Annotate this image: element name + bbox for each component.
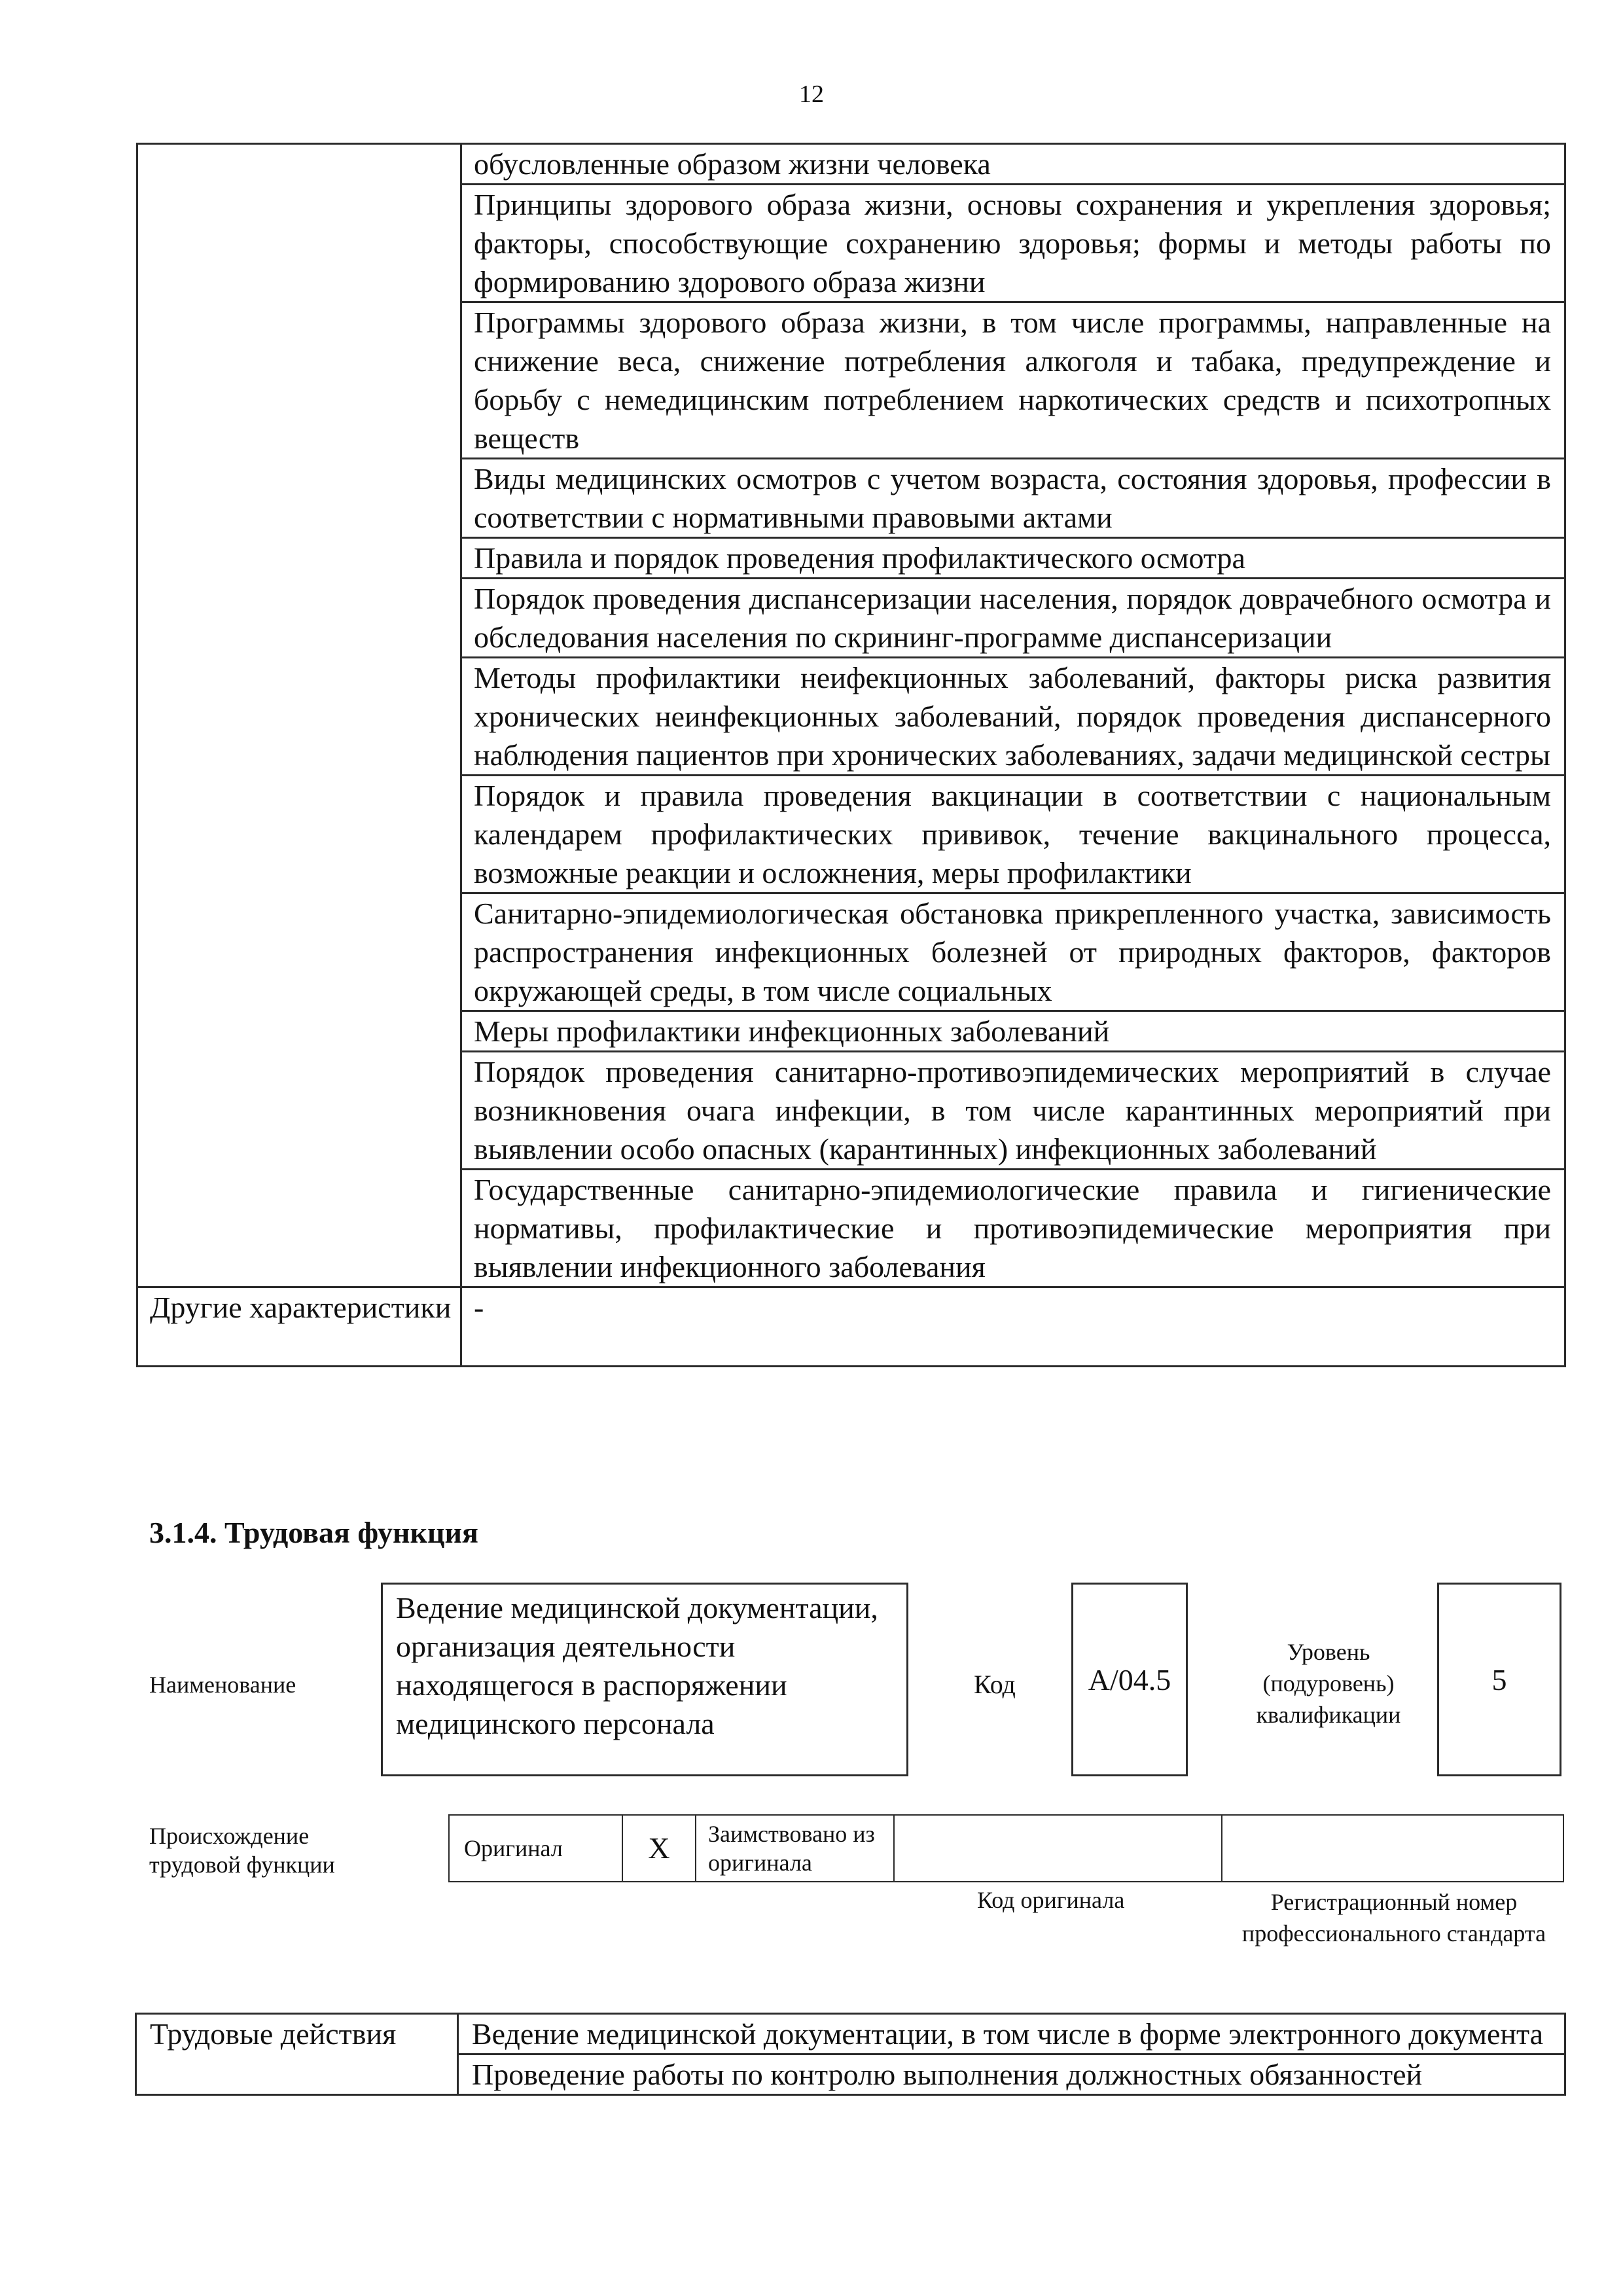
- level-box: 5: [1437, 1583, 1561, 1776]
- table-row: Государственные санитарно-эпидемиологические правила и гигиенические нормативы, профилактические и противоэпидемические мероприятия при выявлении инфекционного заболевания: [461, 1170, 1565, 1287]
- table-row: Порядок и правила проведения вакцинации в соответствии с национальным календарем профилактических прививок, течение вакцинального процесса, возможные реакции и осложнения, меры профилактики: [461, 776, 1565, 893]
- table-row: Ведение медицинской документации, в том числе в форме электронного документа: [458, 2014, 1565, 2054]
- reg-number-caption: Регистрационный номер профессионального стандарта: [1241, 1889, 1546, 1946]
- table-row: Меры профилактики инфекционных заболеваний: [461, 1011, 1565, 1052]
- original-code-cell: [894, 1815, 1222, 1882]
- other-characteristics-label: Другие характеристики: [137, 1287, 461, 1367]
- section-heading: 3.1.4. Трудовая функция: [149, 1516, 478, 1549]
- code-label: Код: [974, 1670, 1016, 1699]
- table-row: Программы здорового образа жизни, в том числе программы, направленные на снижение веса, снижение потребления алкоголя и табака, предупреждение и борьбу с немедицинским потреблением наркотических средств и психотропных веществ: [461, 302, 1565, 459]
- code-box: A/04.5: [1071, 1583, 1188, 1776]
- original-code-caption: Код оригинала: [977, 1887, 1125, 1913]
- other-characteristics-value: -: [461, 1287, 1565, 1367]
- table-row: обусловленные образом жизни человека: [461, 144, 1565, 185]
- labour-actions-label: Трудовые действия: [136, 2014, 458, 2095]
- table-row: Порядок проведения диспансеризации населения, порядок доврачебного осмотра и обследования населения по скрининг-программе диспансеризации: [461, 579, 1565, 658]
- empty-label-cell: [137, 144, 461, 1287]
- origin-label: Происхождение трудовой функции: [149, 1823, 335, 1878]
- labour-actions-table: [135, 2013, 1566, 2096]
- table-row: Принципы здорового образа жизни, основы сохранения и укрепления здоровья; факторы, способствующие сохранению здоровья; формы и методы работы по формированию здорового образа жизни: [461, 185, 1565, 302]
- knowledge-table: [136, 143, 1566, 1367]
- original-label: Оригинал: [449, 1815, 622, 1882]
- function-name-box: Ведение медицинской документации, организация деятельности находящегося в распоряжении медицинского персонала: [381, 1583, 908, 1776]
- origin-table: [448, 1814, 1564, 1882]
- table-row: Порядок проведения санитарно-противоэпидемических мероприятий в случае возникновения очага инфекции, в том числе карантинных мероприятий при выявлении особо опасных (карантинных) инфекционных заболеваний: [461, 1052, 1565, 1170]
- table-row: Методы профилактики неифекционных заболеваний, факторы риска развития хронических неинфекционных заболеваний, порядок проведения диспансерного наблюдения пациентов при хронических заболеваниях, задачи медицинской сестры: [461, 658, 1565, 776]
- reg-number-cell: [1222, 1815, 1563, 1882]
- table-row: Санитарно-эпидемиологическая обстановка прикрепленного участка, зависимость распространения инфекционных болезней от природных факторов, факторов окружающей среды, в том числе социальных: [461, 893, 1565, 1011]
- table-row: Проведение работы по контролю выполнения должностных обязанностей: [458, 2054, 1565, 2095]
- table-row: Виды медицинских осмотров с учетом возраста, состояния здоровья, профессии в соответствии с нормативными правовыми актами: [461, 459, 1565, 538]
- name-label: Наименование: [149, 1672, 296, 1698]
- table-row: Правила и порядок проведения профилактического осмотра: [461, 538, 1565, 579]
- level-label: Уровень (подуровень) квалификации: [1256, 1639, 1401, 1728]
- original-mark: X: [622, 1815, 696, 1882]
- page-number: 12: [799, 81, 824, 108]
- borrowed-label: Заимствовано из оригинала: [696, 1815, 894, 1882]
